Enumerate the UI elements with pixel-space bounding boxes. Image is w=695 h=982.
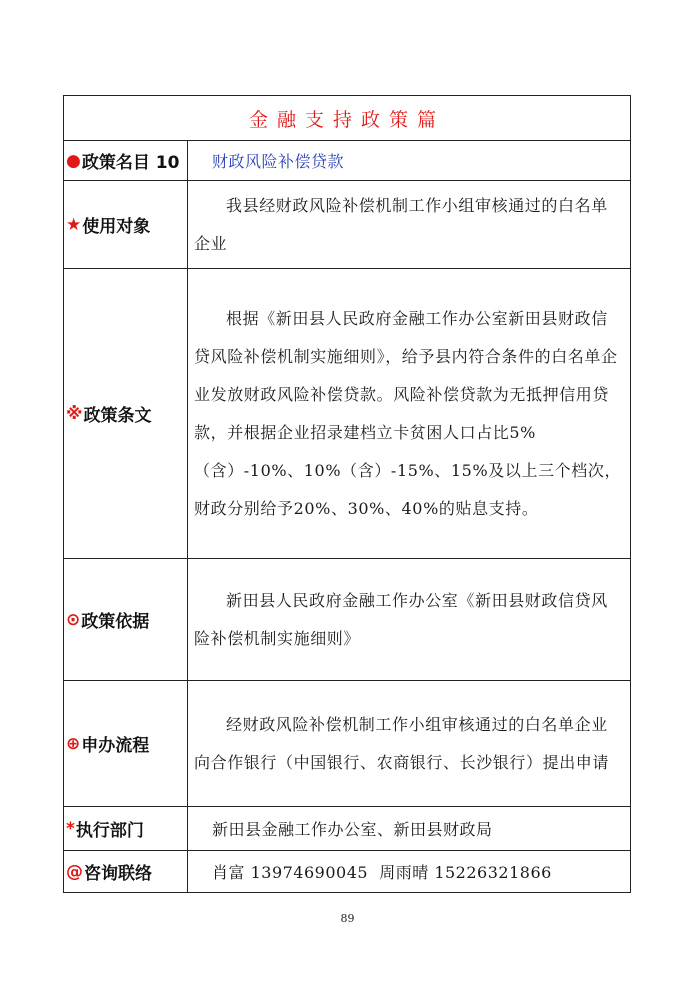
value-cell (188, 141, 630, 180)
label-text: 政策名目 10 (81, 153, 180, 173)
star-icon: ★ (66, 214, 82, 235)
reference-mark-icon: ※ (66, 403, 83, 424)
circled-dot-icon: ⊙ (66, 609, 81, 630)
row-target (64, 180, 630, 268)
policy-basis-value: 新田县人民政府金融工作办公室《新田县财政信贷风险补偿机制实施细则》 (194, 590, 608, 648)
row-department (64, 806, 630, 850)
value-cell (188, 851, 630, 892)
value-cell (188, 559, 630, 680)
value-cell (188, 807, 630, 850)
row-contact (64, 850, 630, 892)
policy-name-value: 财政风险补偿贷款 (212, 152, 345, 171)
circled-plus-icon: ⊕ (66, 733, 81, 754)
value-cell (188, 269, 630, 558)
label-cell (64, 559, 188, 680)
label-text: 执行部门 (75, 821, 144, 841)
label-cell (64, 181, 188, 268)
label-cell (64, 807, 188, 850)
label-text: 政策条文 (83, 406, 152, 426)
label-cell (64, 269, 188, 558)
target-value: 我县经财政风险补偿机制工作小组审核通过的白名单企业 (194, 195, 608, 253)
contact-value: 肖富 13974690045 周雨晴 15226321866 (212, 863, 552, 882)
label-text: 使用对象 (82, 217, 151, 237)
policy-table (63, 95, 631, 893)
row-policy-text (64, 268, 630, 558)
process-value: 经财政风险补偿机制工作小组审核通过的白名单企业向合作银行（中国银行、农商银行、长沙银行）提出申请 (194, 714, 610, 772)
row-policy-name (64, 140, 630, 180)
at-sign-icon: @ (66, 861, 83, 882)
label-text: 咨询联络 (84, 864, 152, 884)
label-text: 政策依据 (81, 612, 150, 632)
label-cell (64, 681, 188, 806)
label-cell (64, 141, 188, 180)
value-cell (188, 181, 630, 268)
row-policy-basis (64, 558, 630, 680)
label-cell (64, 851, 188, 892)
label-text: 申办流程 (81, 736, 150, 756)
policy-text-value: 根据《新田县人民政府金融工作办公室新田县财政信贷风险补偿机制实施细则》，给予县内符合条件的白名单企业发放财政风险补偿贷款。风险补偿贷款为无抵押信用贷款，并根据企业招录建档立卡贫困人口占比5%（含）-10%、10%（含）-15%、15%及以上三个档次，财政分别给予20%、30%、40%的贴息支持。 (194, 308, 622, 518)
red-dot-icon: ● (66, 150, 81, 171)
asterisk-icon: * (66, 818, 75, 839)
page-number: 89 (340, 912, 355, 925)
value-cell (188, 681, 630, 806)
row-process (64, 680, 630, 806)
department-value: 新田县金融工作办公室、新田县财政局 (212, 820, 493, 839)
table-title: 金融支持政策篇 (248, 108, 445, 131)
